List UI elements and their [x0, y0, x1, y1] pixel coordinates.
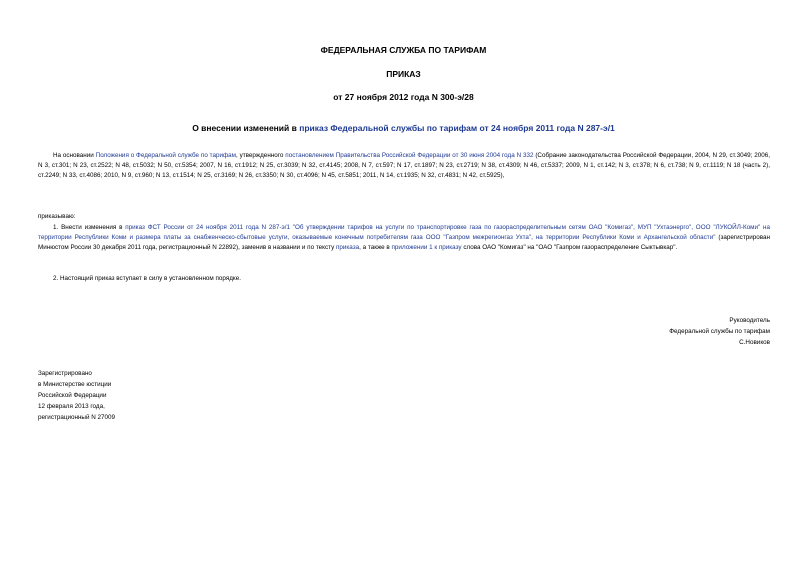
doc-title-prefix: О внесении изменений в	[192, 123, 300, 133]
fst-order-link[interactable]: приказ ФСТ России от 24 ноября 2011 года N 287-э/1 "Об утверждении тарифов на услуги по транспортировке газа по газораспределительным сетям ОАО "Комигаз", МУП "Ухтаэнерго", ООО "ЛУКОЙЛ-Коми" на территории Республики Коми и размера платы за снабженческо-сбытовые услуги, оказываемые конечным потребителям газа ООО "Газпром межрегионгаз Ухта", на территории Республики Коми и Архангельской области"	[38, 224, 770, 241]
basis-paragraph	[38, 151, 770, 181]
item-2-paragraph: 2. Настоящий приказ вступает в силу в установленном порядке.	[53, 275, 242, 282]
registration-line-5: регистрационный N 27009	[38, 414, 116, 421]
date-number-heading: от 27 ноября 2012 года N 300-э/28	[333, 92, 474, 102]
signature-title: Руководитель	[729, 317, 770, 324]
doc-type-heading: ПРИКАЗ	[386, 69, 421, 79]
signature-name: С.Новиков	[739, 339, 770, 346]
order-link[interactable]: приказа	[335, 244, 360, 251]
registration-block	[38, 368, 115, 423]
item-1-text-1: 1. Внести изменения в	[53, 224, 126, 231]
resolution-link[interactable]: постановлением Правительства Российской Федерации от 30 июня 2004 года N 332	[285, 152, 534, 159]
registration-line-2: в Министерстве юстиции	[38, 381, 112, 388]
item-1-text-3: , а также в	[359, 244, 392, 251]
signature-agency: Федеральной службы по тарифам	[669, 328, 770, 335]
order-word: приказываю:	[38, 213, 76, 220]
doc-title-link[interactable]: приказ Федеральной службы по тарифам от 24 ноября 2011 года N 287-э/1	[299, 123, 615, 133]
item-1-text-4: слова ОАО "Комигаз" на "ОАО "Газпром газораспределение Сыктывкар".	[461, 244, 678, 251]
registration-line-3: Российской Федерации	[38, 392, 107, 399]
registration-line-1: Зарегистрировано	[38, 370, 92, 377]
item-1-text-2: (зарегистрирован Минюстом России 30 декабря 2011 года, регистрационный N 22892), заменив в названии и по тексту	[38, 234, 770, 251]
item-1-paragraph	[38, 223, 770, 253]
agency-heading: ФЕДЕРАЛЬНАЯ СЛУЖБА ПО ТАРИФАМ	[320, 45, 487, 55]
registration-line-4: 12 февраля 2013 года,	[38, 403, 105, 410]
signature-block	[669, 315, 770, 348]
regulation-link[interactable]: Положения о Федеральной службе по тарифам	[95, 152, 237, 159]
appendix-link[interactable]: приложении 1 к приказу	[391, 244, 462, 251]
basis-text-1: На основании	[53, 152, 96, 159]
doc-title	[0, 123, 807, 133]
basis-text-2: , утвержденного	[236, 152, 286, 159]
basis-text-3: (Собрание законодательства Российской Федерации, 2004, N 29, ст.3049; 2006, N 3, ст.301; N 23, ст.2522; N 48, ст.5032; N 50, ст.5354; 2007, N 16, ст.1912; N 25, ст.3039; N 32, ст.4145; 2008, N 7, ст.597; N 17, ст.1897; N 23, ст.2719; N 38, ст.4309; N 46, ст.5337; 2009, N 1, ст.142; N 3, ст.378; N 6, ст.738; N 9, ст.1119; N 18 (часть 2), ст.2249; N 33, ст.4086; 2010, N 9, ст.960; N 13, ст.1514; N 25, ст.3169; N 26, ст.3350; N 30, ст.4096; N 45, ст.5851; 2011, N 14, ст.1935; N 32, ст.4831; N 42, ст.5925),	[38, 152, 770, 179]
